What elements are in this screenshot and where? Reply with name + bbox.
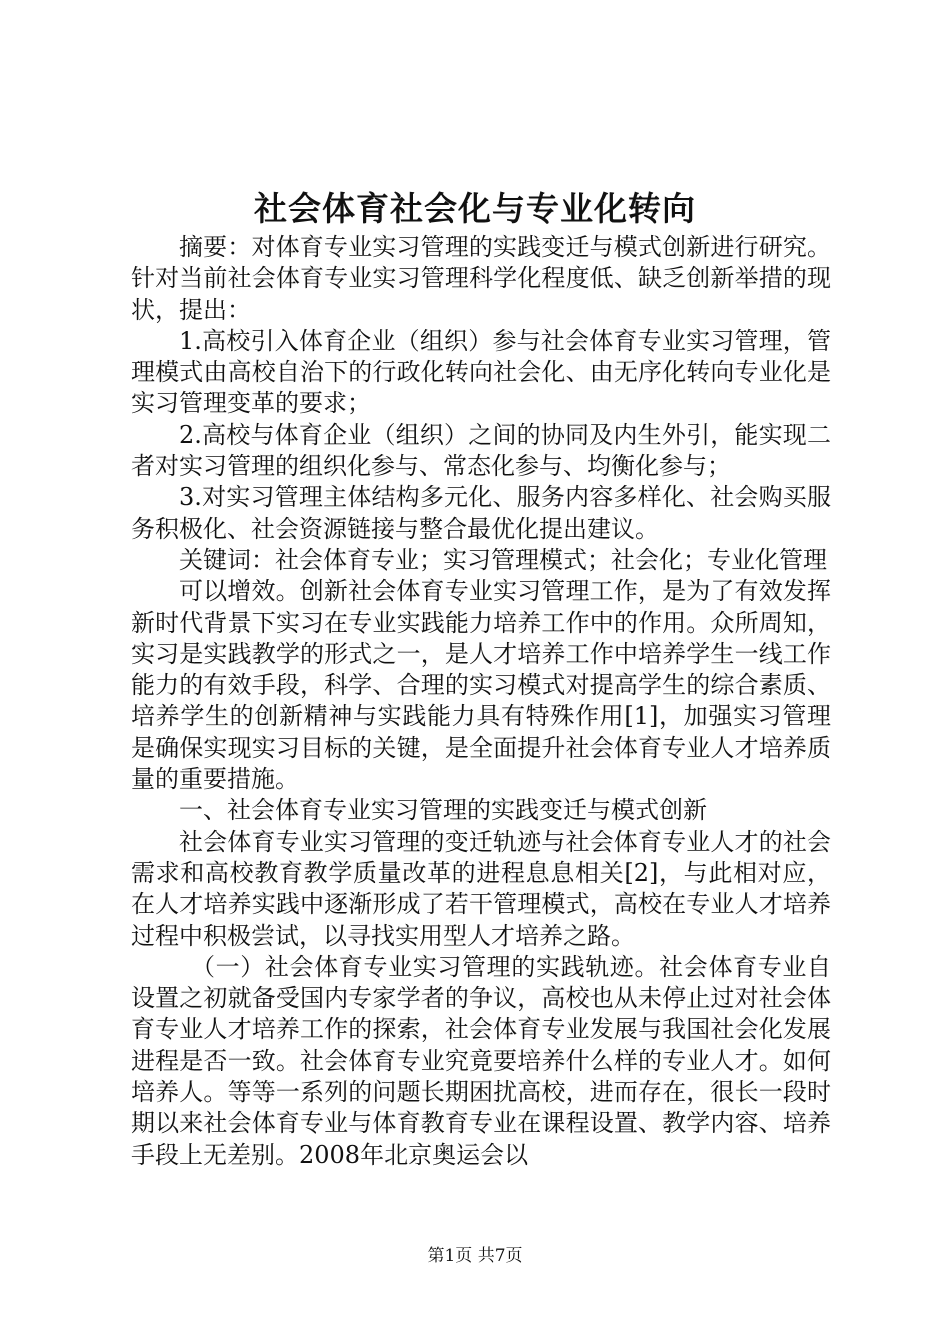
list-item-1: 1.高校引入体育企业（组织）参与社会体育专业实习管理，管理模式由高校自治下的行政化转向社会化、由无序化转向专业化是实习管理变革的要求； (131, 326, 831, 418)
subsection-paragraph: （一）社会体育专业实习管理的实践轨迹。社会体育专业自设置之初就备受国内专家学者的争议，高校也从未停止过对社会体育专业人才培养工作的探索，社会体育专业发展与我国社会化发展进程是否一致。社会体育专业究竟要培养什么样的专业人才。如何培养人。等等一系列的问题长期困扰高校，进而存在，很长一段时期以来社会体育专业与体育教育专业在课程设置、教学内容、培养手段上无差别。2008年北京奥运会以 (131, 952, 831, 1169)
list-item-3: 3.对实习管理主体结构多元化、服务内容多样化、社会购买服务积极化、社会资源链接与整合最优化提出建议。 (131, 483, 831, 543)
section-heading: 一、社会体育专业实习管理的实践变迁与模式创新 (179, 796, 707, 825)
keywords-paragraph: 关键词：社会体育专业；实习管理模式；社会化；专业化管理 (179, 545, 827, 574)
document-title: 社会体育社会化与专业化转向 (254, 189, 696, 228)
page-footer: 第1页 共7页 (427, 1246, 523, 1266)
abstract-paragraph: 摘要：对体育专业实习管理的实践变迁与模式创新进行研究。针对当前社会体育专业实习管理科学化程度低、缺乏创新举措的现状，提出： (131, 233, 831, 324)
body-paragraph: 社会体育专业实习管理的变迁轨迹与社会体育专业人才的社会需求和高校教育教学质量改革的进程息息相关[2]，与此相对应，在人才培养实践中逐渐形成了若干管理模式，高校在专业人才培养过程中积极尝试，以寻找实用型人才培养之路。 (131, 827, 831, 950)
document-body (131, 232, 831, 1171)
body-paragraph: 可以增效。创新社会体育专业实习管理工作，是为了有效发挥新时代背景下实习在专业实践能力培养工作中的作用。众所周知，实习是实践教学的形式之一，是人才培养工作中培养学生一线工作能力的有效手段，科学、合理的实习模式对提高学生的综合素质、培养学生的创新精神与实践能力具有特殊作用[1]，加强实习管理是确保实现实习目标的关键，是全面提升社会体育专业人才培养质量的重要措施。 (131, 577, 831, 794)
list-item-2: 2.高校与体育企业（组织）之间的协同及内生外引，能实现二者对实习管理的组织化参与、常态化参与、均衡化参与； (131, 420, 831, 481)
